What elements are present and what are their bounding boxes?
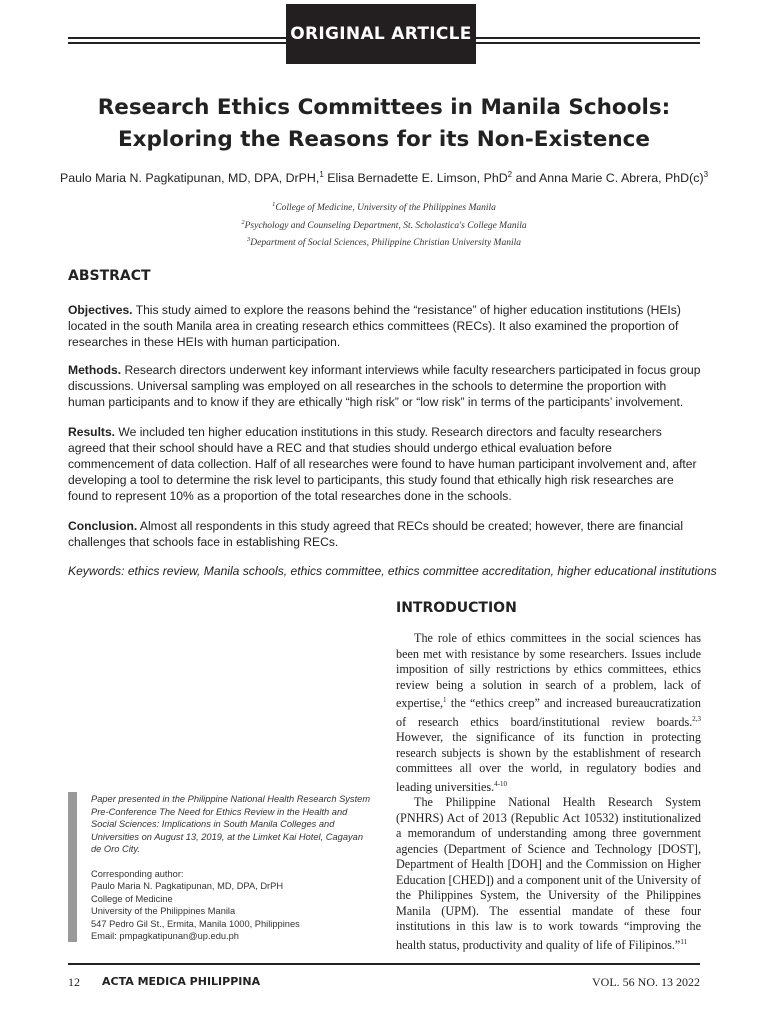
- conclusion-label: Conclusion.: [68, 519, 138, 533]
- intro-p1-ref-2: 2,3: [692, 714, 701, 723]
- intro-paragraph-1: [396, 631, 701, 795]
- results-label: Results.: [68, 425, 116, 439]
- abstract-conclusion: [68, 518, 701, 550]
- intro-p1-part-b: the “ethics creep” and increased bureaucratization of research ethics board/institutional review boards.: [396, 696, 701, 729]
- affiliation-2: [40, 216, 728, 234]
- intro-p1-part-c: However, the significance of its function in protecting research subjects is shown by the establishment of research committees all over the world, in regulatory bodies and leading universities.: [396, 730, 701, 794]
- affiliation-1-text: College of Medicine, University of the Philippines Manila: [275, 203, 496, 214]
- methods-label: Methods.: [68, 363, 122, 377]
- methods-text: Research directors underwent key informant interviews while faculty researchers participated in focus group discussions. Universal sampling was employed on all researches in the schools to determine the proportion with human participants and to know if they are ethically “high risk” or “low risk” in terms of the participants’ involvement.: [68, 363, 701, 409]
- abstract-objectives: [68, 302, 701, 350]
- page-number: 12: [68, 975, 80, 989]
- introduction-body: [396, 631, 701, 953]
- footer-rule: [68, 963, 700, 965]
- intro-paragraph-2: [396, 795, 701, 953]
- abstract-methods: [68, 362, 701, 410]
- author-2: Elisa Bernadette E. Limson, PhD: [323, 171, 508, 186]
- author-2-affil-marker: 2: [507, 170, 513, 179]
- introduction-heading: INTRODUCTION: [396, 600, 517, 616]
- author-3-affil-marker: 3: [703, 170, 709, 179]
- author-list: [40, 170, 728, 185]
- affiliation-3: [40, 233, 728, 251]
- journal-name: ACTA MEDICA PHILIPPINA: [102, 975, 261, 988]
- objectives-label: Objectives.: [68, 303, 133, 317]
- presentation-statement: Paper presented in the Philippine National Health Research System Pre-Conference The Need for Ethics Review in the Health and Social Sciences: Implications in South Manila Colleges and Universities on August 13, 2019, at the Limket Kai Hotel, Cagayan de Oro City.: [91, 794, 371, 854]
- title-line-1: Research Ethics Committees in Manila Schools:: [97, 95, 671, 120]
- affiliation-2-text: Psychology and Counseling Department, St. Scholastica's College Manila: [244, 220, 527, 231]
- keywords: Keywords: ethics review, Manila schools, ethics committee, ethics committee accreditation, higher educational institutions: [68, 564, 717, 578]
- author-3: and Anna Marie C. Abrera, PhD(c): [512, 171, 704, 186]
- article-type-banner: ORIGINAL ARTICLE: [286, 4, 476, 64]
- intro-p1-part-a: The role of ethics committees in the social sciences has been met with resistance by some researchers. Issues include imposition of silly restrictions by ethics committees, ethics review being a solution in search of a problem, lack of expertise,: [396, 631, 701, 711]
- corresponding-author-dept: College of Medicine: [91, 893, 173, 904]
- corresponding-author-label: Corresponding author:: [91, 868, 184, 879]
- intro-p2-ref: 11: [680, 937, 688, 946]
- affiliation-2-marker: 2: [241, 218, 245, 226]
- affiliation-1: [40, 198, 728, 216]
- abstract-heading: ABSTRACT: [68, 268, 151, 284]
- title-line-2: Exploring the Reasons for its Non-Existence: [117, 127, 651, 152]
- intro-p2-text: The Philippine National Health Research System (PNHRS) Act of 2013 (Republic Act 10532) institutionalized a memorandum of understanding among three government agencies (Department of Science and Technology [DOST], Department of Health [DOH] and the Commission on Higher Education [CHED]) and a component unit of the University of the Philippines System, the University of the Philippines Manila (UPM). The essential mandate of these four institutions in this law is to work towards “improving the health status, productivity and quality of life of Filipinos.”: [396, 795, 701, 952]
- corresponding-author-email: Email: pmpagkatipunan@up.edu.ph: [91, 931, 239, 941]
- author-1: Paulo Maria N. Pagkatipunan, MD, DPA, DrPH,: [59, 171, 320, 186]
- presentation-note: [91, 793, 373, 943]
- affiliation-3-marker: 3: [247, 236, 251, 244]
- volume-info: VOL. 56 NO. 13 2022: [592, 975, 700, 989]
- intro-p1-ref-3: 4-10: [494, 779, 507, 788]
- objectives-text: This study aimed to explore the reasons behind the “resistance” of higher education institutions (HEIs) located in the south Manila area in creating research ethics committees (RECs). It also examined the proportion of researches in these HEIs with human participation.: [68, 303, 681, 349]
- corresponding-author-address: 547 Pedro Gil St., Ermita, Manila 1000, Philippines: [91, 918, 300, 929]
- intro-p1-ref-1: 1: [443, 696, 447, 704]
- corresponding-author-name: Paulo Maria N. Pagkatipunan, MD, DPA, DrPH: [91, 881, 284, 891]
- affiliation-3-text: Department of Social Sciences, Philippine Christian University Manila: [250, 238, 521, 249]
- corresponding-author-univ: University of the Philippines Manila: [91, 906, 236, 916]
- author-1-affil-marker: 1: [319, 170, 324, 179]
- conclusion-text: Almost all respondents in this study agreed that RECs should be created; however, there are financial challenges that schools face in establishing RECs.: [68, 519, 684, 549]
- results-text: We included ten higher education institutions in this study. Research directors and faculty researchers agreed that their school should have a REC and that studies should undergo ethical evaluation before commencement of data collection. Half of all researches were found to have human participant involvement and, after developing a tool to determine the risk level to participants, this study found that ethically high risk researches are found to represent 10% as a proportion of the total researches done in the schools.: [68, 425, 697, 503]
- affiliation-1-marker: 1: [272, 201, 276, 208]
- affiliations: [40, 198, 728, 251]
- note-side-bar: [68, 792, 77, 942]
- abstract-results: [68, 424, 701, 504]
- article-title: [40, 92, 728, 156]
